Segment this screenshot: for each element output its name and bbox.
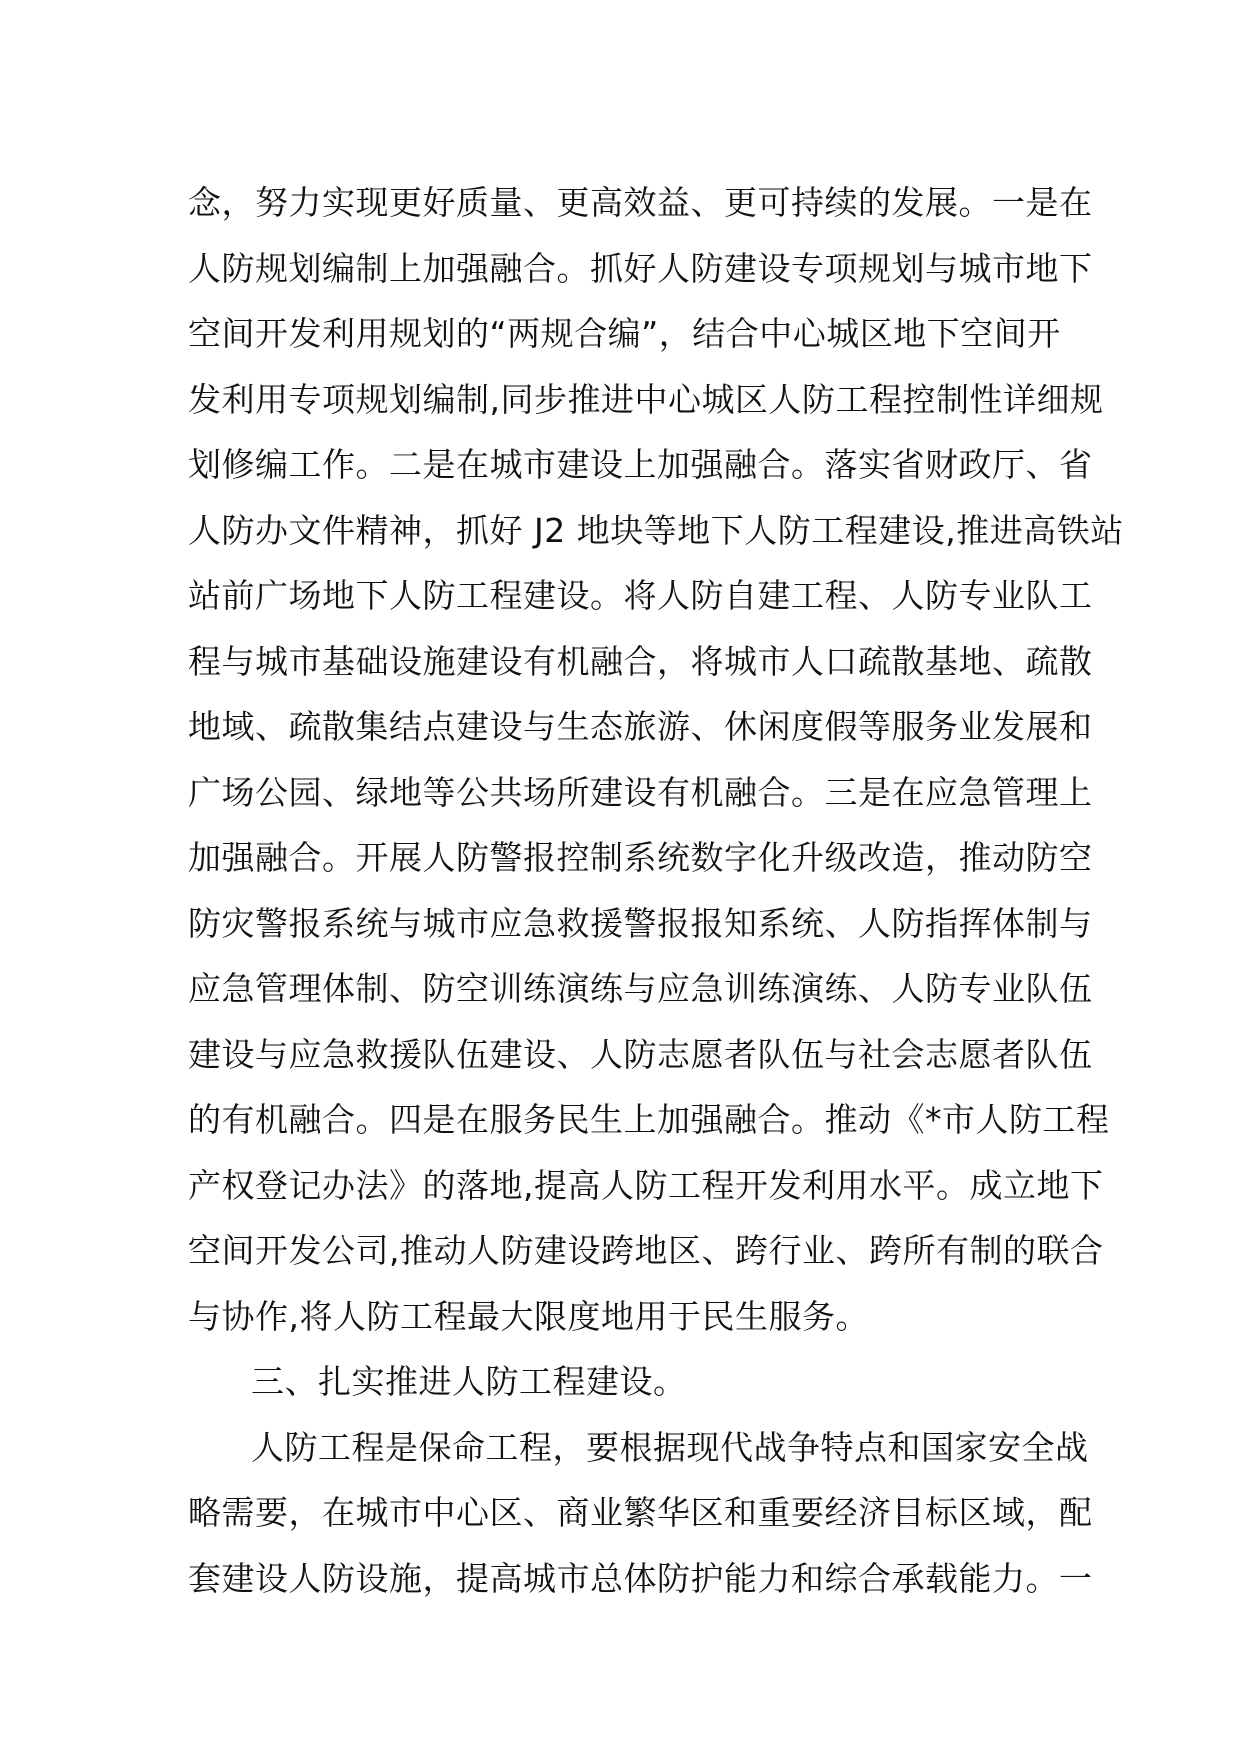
text-line: 人防规划编制上加强融合。抓好人防建设专项规划与城市地下	[188, 248, 1093, 288]
text-line: 地域、疏散集结点建设与生态旅游、休闲度假等服务业发展和	[188, 707, 1093, 746]
text-line: 空间开发公司,推动人防建设跨地区、跨行业、跨所有制的联合	[188, 1231, 1104, 1270]
text-line: 产权登记办法》的落地,提高人防工程开发利用水平。成立地下	[188, 1165, 1104, 1205]
text-line: 发利用专项规划编制,同步推进中心城区人防工程控制性详细规	[188, 379, 1104, 419]
text-line: 与协作,将人防工程最大限度地用于民生服务。	[188, 1296, 869, 1336]
text-line: 的有机融合。四是在服务民生上加强融合。推动《*市人防工程	[188, 1100, 1110, 1139]
text-line: 防灾警报系统与城市应急救援警报报知系统、人防指挥体制与	[188, 903, 1093, 943]
text-line: 广场公园、绿地等公共场所建设有机融合。三是在应急管理上	[188, 772, 1093, 812]
text-line: 略需要，在城市中心区、商业繁华区和重要经济目标区域，配	[188, 1493, 1093, 1532]
text-line: 划修编工作。二是在城市建设上加强融合。落实省财政厅、省	[188, 445, 1093, 484]
text-line: 建设与应急救援队伍建设、人防志愿者队伍与社会志愿者队伍	[188, 1034, 1093, 1074]
text-line: 应急管理体制、防空训练演练与应急训练演练、人防专业队伍	[188, 969, 1093, 1008]
text-line: 人防办文件精神，抓好 J2 地块等地下人防工程建设,推进高铁站	[188, 510, 1124, 550]
text-line: 套建设人防设施，提高城市总体防护能力和综合承载能力。一	[188, 1558, 1093, 1598]
text-line: 空间开发利用规划的“两规合编”，结合中心城区地下空间开	[188, 314, 1061, 353]
body-text	[188, 170, 1124, 1611]
text-line: 程与城市基础设施建设有机融合，将城市人口疏散基地、疏散	[188, 641, 1093, 681]
section-heading: 三、扎实推进人防工程建设。	[251, 1362, 687, 1401]
text-line: 念，努力实现更好质量、更高效益、更可持续的发展。一是在	[188, 183, 1093, 222]
text-line: 加强融合。开展人防警报控制系统数字化升级改造，推动防空	[188, 838, 1093, 877]
text-line: 站前广场地下人防工程建设。将人防自建工程、人防专业队工	[188, 576, 1093, 615]
text-line: 人防工程是保命工程，要根据现代战争特点和国家安全战	[251, 1427, 1089, 1467]
